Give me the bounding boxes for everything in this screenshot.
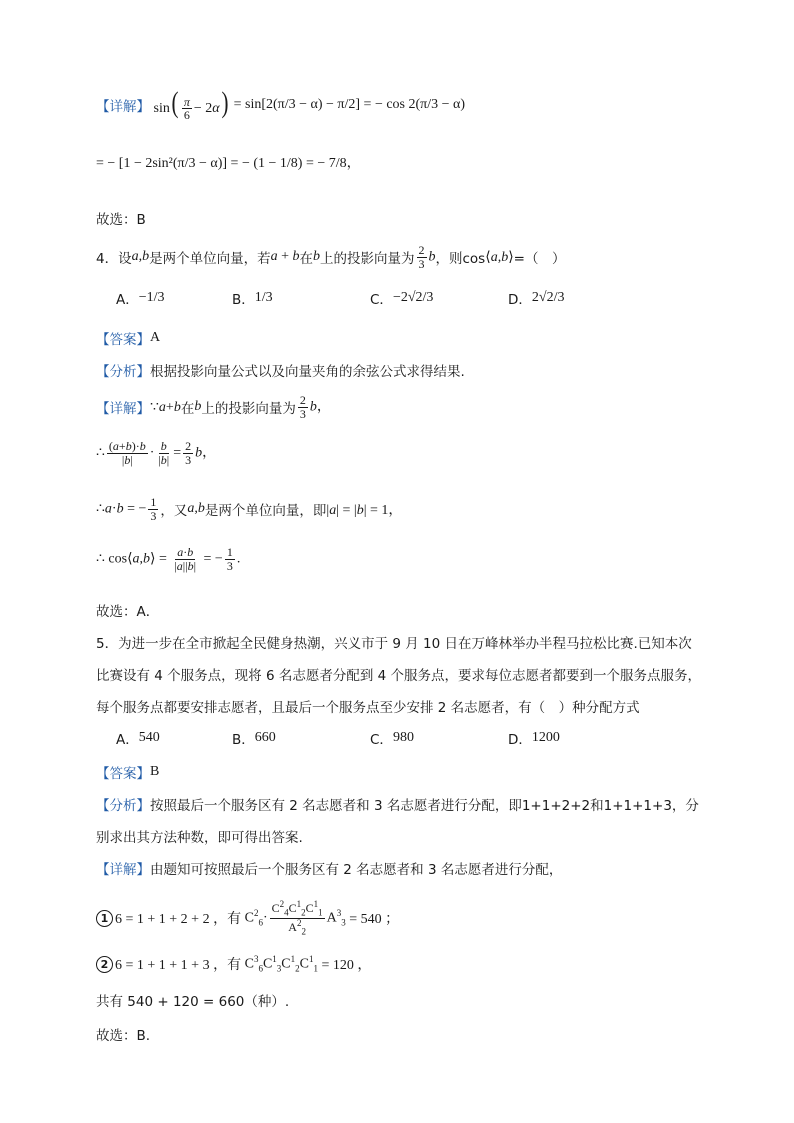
angle-brackets: ⟨a,b⟩	[485, 249, 514, 265]
option-b-value: 1/3	[254, 290, 273, 305]
option-d-value: 2√2/3	[531, 290, 565, 305]
vec-a-b: a,b	[131, 249, 150, 265]
option-c-value: −2√2/3	[392, 290, 434, 305]
q4-detail-1: 【详解】 ∵a+b 在 b 上的投影向量为 $\frac{2}{3}$ b，	[96, 393, 331, 421]
q4-stem: 4．设 a,b 是两个单位向量，若 a + b 在 b 上的投影向量为 $\frac{2}{3}$ b ，则cos ⟨a,b⟩ =（ ）	[96, 243, 566, 271]
q5-answer: 【答案】 B	[96, 764, 160, 782]
q5-option-a: A． 540	[116, 730, 160, 748]
q4-detail-2: ∴ $\frac{(a+b)\cdot b}{|b|}$ · $\frac{b}{|b|}$ = $\frac{2}{3}$ b，	[96, 439, 217, 467]
q5-analysis-line-1: 【分析】 按照最后一个服务区有 2 名志愿者和 3 名志愿者进行分配，即1+1+2+2和1+1+1+3，分	[96, 798, 699, 814]
detail-line-2	[96, 152, 361, 172]
q4-conclusion: 故选：A．	[96, 604, 160, 620]
q4-analysis: 【分析】 根据投影向量公式以及向量夹角的余弦公式求得结果.	[96, 364, 465, 380]
q4-option-c: C． −2√2/3	[370, 290, 434, 308]
q5-analysis-line-2: 别求出其方法种数，即可得出答案.	[96, 830, 303, 846]
option-a-value: −1/3	[138, 290, 165, 305]
q5-stem-line-2: 比赛设有 4 个服务点，现将 6 名志愿者分配到 4 个服务点，要求每位志愿者都要到一个服务点服务，	[96, 668, 702, 684]
vec-b: b	[313, 249, 320, 265]
vec-sum: a + b	[270, 249, 300, 265]
q5-total: 共有 540 + 120 = 660（种）.	[96, 994, 290, 1010]
detail-label: 【详解】	[96, 98, 150, 115]
q5-option-b: B． 660	[232, 730, 276, 748]
q5-option-c: C． 980	[370, 730, 414, 748]
q5-case-1: 1 6 = 1 + 1 + 2 + 2 ，有 $C^2_6\cdot$ $\frac{C^2_4C^1_2C^1_1}{A^2_2}$ $A^3_3$ = 540 ；	[96, 900, 399, 937]
equation-part: = sin[2(π/3 − α) − π/2] = − cos 2(π/3 − α)	[233, 96, 466, 112]
q4-option-d: D． 2√2/3	[508, 290, 565, 308]
q4-option-a: A． −1/3	[116, 290, 165, 308]
circled-one-icon: 1	[96, 910, 113, 927]
q4-detail-3: ∴a·b = − $\frac{1}{3}$ ，又 a,b 是两个单位向量，即 |a| = |b| = 1，	[96, 495, 403, 523]
q4-detail-4: ∴ cos⟨a,b⟩ = $\frac{a\cdot b}{|a||b|}$ = − $\frac{1}{3}$ .	[96, 545, 241, 573]
equation-line-2: = − [1 − 2sin²(π/3 − α)] = − (1 − 1/8) = − 7/8，	[96, 156, 361, 171]
combination-expression-1: $C^2_6\cdot$ $\frac{C^2_4C^1_2C^1_1}{A^2_2}$ $A^3_3$	[241, 899, 346, 937]
q4-option-b: B． 1/3	[232, 290, 273, 308]
q5-case-2: 2 6 = 1 + 1 + 1 + 3 ，有 $C^3_6C^1_3C^1_2C^1_1$ = 120 ，	[96, 954, 371, 974]
combination-expression-2: $C^3_6C^1_3C^1_2C^1_1$	[241, 954, 318, 974]
q5-detail: 【详解】 由题知可按照最后一个服务区有 2 名志愿者和 3 名志愿者进行分配，	[96, 862, 563, 878]
q5-stem-line-1: 5．为进一步在全市掀起全民健身热潮，兴义市于 9 月 10 日在万峰林举办半程马拉松比赛.已知本次	[96, 636, 692, 652]
conclusion-prev: 故选：B	[96, 212, 146, 228]
proj-fraction: $\frac{2}{3}$ b	[418, 243, 436, 271]
q5-option-d: D． 1200	[508, 730, 560, 748]
q4-answer: 【答案】 A	[96, 330, 161, 348]
q5-stem-line-3: 每个服务点都要安排志愿者，且最后一个服务点至少安排 2 名志愿者，有（ ）种分配方式	[96, 700, 640, 716]
circled-two-icon: 2	[96, 956, 113, 973]
detail-line-1	[96, 88, 465, 122]
sin-expression: sin( $\frac{\pi}{6}$ − 2α)	[150, 86, 229, 123]
q5-conclusion: 故选：B.	[96, 1028, 151, 1044]
